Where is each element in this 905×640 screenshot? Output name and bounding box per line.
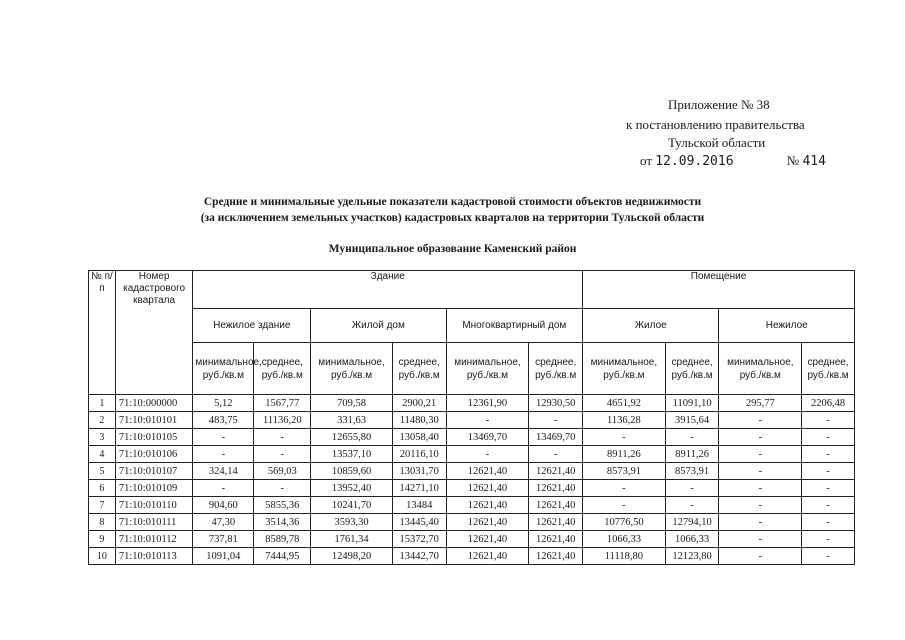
header-avg: среднее, руб./кв.м: [665, 343, 719, 395]
house-avg: 20116,10: [392, 446, 446, 463]
appendix-region: Тульской области: [668, 135, 766, 150]
residential-avg: -: [665, 497, 719, 514]
apartment-avg: -: [529, 412, 583, 429]
nonresidential-avg: -: [802, 412, 855, 429]
house-min: 10859,60: [311, 463, 393, 480]
residential-avg: 8911,26: [665, 446, 719, 463]
residential-min: -: [583, 480, 666, 497]
apartment-avg: 12621,40: [529, 548, 583, 565]
header-min: минимальное, руб./кв.м: [311, 343, 393, 395]
header-apartment: Многоквартирный дом: [446, 309, 582, 343]
residential-min: 1066,33: [583, 531, 666, 548]
house-avg: 2900,21: [392, 395, 446, 412]
apartment-min: 12621,40: [446, 480, 529, 497]
apartment-avg: 13469,70: [529, 429, 583, 446]
apartment-min: 12621,40: [446, 463, 529, 480]
apartment-min: 12621,40: [446, 514, 529, 531]
residential-min: 4651,92: [583, 395, 666, 412]
nonresidential-min: -: [719, 531, 802, 548]
nonres-building-avg: 7444,95: [254, 548, 311, 565]
apartment-min: 13469,70: [446, 429, 529, 446]
header-building: Здание: [193, 271, 583, 309]
cadastral-number: 71:10:000000: [115, 395, 193, 412]
row-number: 10: [89, 548, 116, 565]
nonres-building-min: -: [193, 429, 254, 446]
house-avg: 15372,70: [392, 531, 446, 548]
decree-date: 12.09.2016: [655, 154, 734, 169]
table-row: [89, 446, 855, 463]
nonres-building-min: 5,12: [193, 395, 254, 412]
apartment-avg: 12621,40: [529, 514, 583, 531]
table-row: [89, 412, 855, 429]
nonres-building-avg: -: [254, 480, 311, 497]
nonresidential-avg: -: [802, 429, 855, 446]
residential-avg: 8573,91: [665, 463, 719, 480]
nonresidential-min: 295,77: [719, 395, 802, 412]
apartment-min: 12621,40: [446, 531, 529, 548]
house-min: 3593,30: [311, 514, 393, 531]
house-avg: 13442,70: [392, 548, 446, 565]
house-avg: 14271,10: [392, 480, 446, 497]
apartment-avg: 12930,50: [529, 395, 583, 412]
nonresidential-min: -: [719, 429, 802, 446]
house-min: 331,63: [311, 412, 393, 429]
nonres-building-avg: 569,03: [254, 463, 311, 480]
nonresidential-min: -: [719, 480, 802, 497]
residential-min: 10776,50: [583, 514, 666, 531]
municipality-title: Муниципальное образование Каменский район: [328, 243, 577, 255]
nonres-building-min: 904,60: [193, 497, 254, 514]
row-number: 8: [89, 514, 116, 531]
header-house: Жилой дом: [311, 309, 446, 343]
cadastral-number: 71:10:010109: [115, 480, 193, 497]
house-avg: 11480,30: [392, 412, 446, 429]
nonres-building-min: -: [193, 446, 254, 463]
nonres-building-avg: 5855,36: [254, 497, 311, 514]
table-row: [89, 548, 855, 565]
table-row: [89, 514, 855, 531]
document-title-line1: Средние и минимальные удельные показатели кадастровой стоимости объектов недвижимости: [203, 196, 702, 208]
apartment-avg: -: [529, 446, 583, 463]
nonresidential-min: -: [719, 412, 802, 429]
header-premises: Помещение: [583, 271, 855, 309]
house-min: 1761,34: [311, 531, 393, 548]
cadastral-number: 71:10:010101: [115, 412, 193, 429]
nonres-building-avg: 1567,77: [254, 395, 311, 412]
house-min: 12498,20: [311, 548, 393, 565]
house-avg: 13484: [392, 497, 446, 514]
nonres-building-min: -: [193, 480, 254, 497]
nonres-building-min: 483,75: [193, 412, 254, 429]
table-body: [89, 395, 855, 565]
house-avg: 13445,40: [392, 514, 446, 531]
row-number: 2: [89, 412, 116, 429]
decree-number: 414: [802, 154, 826, 169]
residential-avg: -: [665, 429, 719, 446]
appendix-reference: к постановлению правительства: [626, 117, 805, 132]
nonresidential-min: -: [719, 548, 802, 565]
house-min: 709,58: [311, 395, 393, 412]
house-min: 12655,80: [311, 429, 393, 446]
nonres-building-min: 737,81: [193, 531, 254, 548]
document-title-line2: (за исключением земельных участков) кадастровых кварталов на территории Тульской области: [200, 212, 705, 224]
nonresidential-avg: -: [802, 446, 855, 463]
residential-avg: 11091,10: [665, 395, 719, 412]
nonresidential-min: -: [719, 446, 802, 463]
house-avg: 13031,70: [392, 463, 446, 480]
header-residential: Жилое: [583, 309, 719, 343]
header-min: минимальное, руб./кв.м: [193, 343, 254, 395]
apartment-min: 12361,90: [446, 395, 529, 412]
row-number: 5: [89, 463, 116, 480]
nonres-building-min: 324,14: [193, 463, 254, 480]
date-prefix: от: [640, 153, 653, 168]
nonresidential-avg: -: [802, 514, 855, 531]
residential-avg: 12794,10: [665, 514, 719, 531]
row-number: 3: [89, 429, 116, 446]
header-avg: среднее, руб./кв.м: [802, 343, 855, 395]
header-nonres-building: Нежилое здание: [193, 309, 311, 343]
cadastral-number: 71:10:010111: [115, 514, 193, 531]
table-row: [89, 497, 855, 514]
table-row: [89, 531, 855, 548]
header-min: минимальное, руб./кв.м: [719, 343, 802, 395]
cadastral-number: 71:10:010112: [115, 531, 193, 548]
nonresidential-avg: -: [802, 463, 855, 480]
residential-avg: -: [665, 480, 719, 497]
nonresidential-avg: -: [802, 497, 855, 514]
header-cadastral: Номер кадастрового квартала: [115, 271, 193, 395]
residential-avg: 3915,64: [665, 412, 719, 429]
row-number: 7: [89, 497, 116, 514]
appendix-date-line: [640, 152, 826, 171]
nonresidential-min: -: [719, 497, 802, 514]
nonres-building-avg: -: [254, 446, 311, 463]
row-number: 4: [89, 446, 116, 463]
nonresidential-avg: -: [802, 480, 855, 497]
residential-min: 8573,91: [583, 463, 666, 480]
residential-avg: 12123,80: [665, 548, 719, 565]
apartment-min: 12621,40: [446, 497, 529, 514]
table-row: [89, 395, 855, 412]
table-row: [89, 463, 855, 480]
residential-min: 11118,80: [583, 548, 666, 565]
table-row: [89, 480, 855, 497]
cadastral-number: 71:10:010105: [115, 429, 193, 446]
apartment-min: -: [446, 446, 529, 463]
apartment-avg: 12621,40: [529, 480, 583, 497]
apartment-avg: 12621,40: [529, 463, 583, 480]
nonres-building-avg: 3514,36: [254, 514, 311, 531]
nonres-building-avg: 8589,78: [254, 531, 311, 548]
cadastral-number: 71:10:010113: [115, 548, 193, 565]
header-avg: среднее, руб./кв.м: [529, 343, 583, 395]
row-number: 6: [89, 480, 116, 497]
house-min: 10241,70: [311, 497, 393, 514]
house-avg: 13058,40: [392, 429, 446, 446]
header-avg: среднее, руб./кв.м: [254, 343, 311, 395]
header-num: № п/п: [89, 271, 116, 395]
header-nonresidential: Нежилое: [719, 309, 855, 343]
nonresidential-min: -: [719, 514, 802, 531]
header-min: минимальное, руб./кв.м: [583, 343, 666, 395]
apartment-avg: 12621,40: [529, 531, 583, 548]
apartment-min: -: [446, 412, 529, 429]
apartment-avg: 12621,40: [529, 497, 583, 514]
nonres-building-min: 47,30: [193, 514, 254, 531]
cadastral-number: 71:10:010110: [115, 497, 193, 514]
header-avg: среднее, руб./кв.м: [392, 343, 446, 395]
table-row: [89, 429, 855, 446]
cadastral-number: 71:10:010106: [115, 446, 193, 463]
number-prefix: №: [786, 153, 800, 168]
nonres-building-min: 1091,04: [193, 548, 254, 565]
house-min: 13952,40: [311, 480, 393, 497]
row-number: 9: [89, 531, 116, 548]
nonresidential-avg: -: [802, 548, 855, 565]
nonresidential-min: -: [719, 463, 802, 480]
residential-avg: 1066,33: [665, 531, 719, 548]
nonres-building-avg: 11136,20: [254, 412, 311, 429]
residential-min: -: [583, 497, 666, 514]
nonres-building-avg: -: [254, 429, 311, 446]
header-min: минимальное, руб./кв.м: [446, 343, 529, 395]
residential-min: 8911,26: [583, 446, 666, 463]
row-number: 1: [89, 395, 116, 412]
nonresidential-avg: 2206,48: [802, 395, 855, 412]
appendix-title: Приложение № 38: [668, 97, 770, 112]
nonresidential-avg: -: [802, 531, 855, 548]
cadastral-number: 71:10:010107: [115, 463, 193, 480]
apartment-min: 12621,40: [446, 548, 529, 565]
residential-min: -: [583, 429, 666, 446]
residential-min: 1136,28: [583, 412, 666, 429]
cadastral-value-table: [88, 270, 855, 565]
house-min: 13537,10: [311, 446, 393, 463]
